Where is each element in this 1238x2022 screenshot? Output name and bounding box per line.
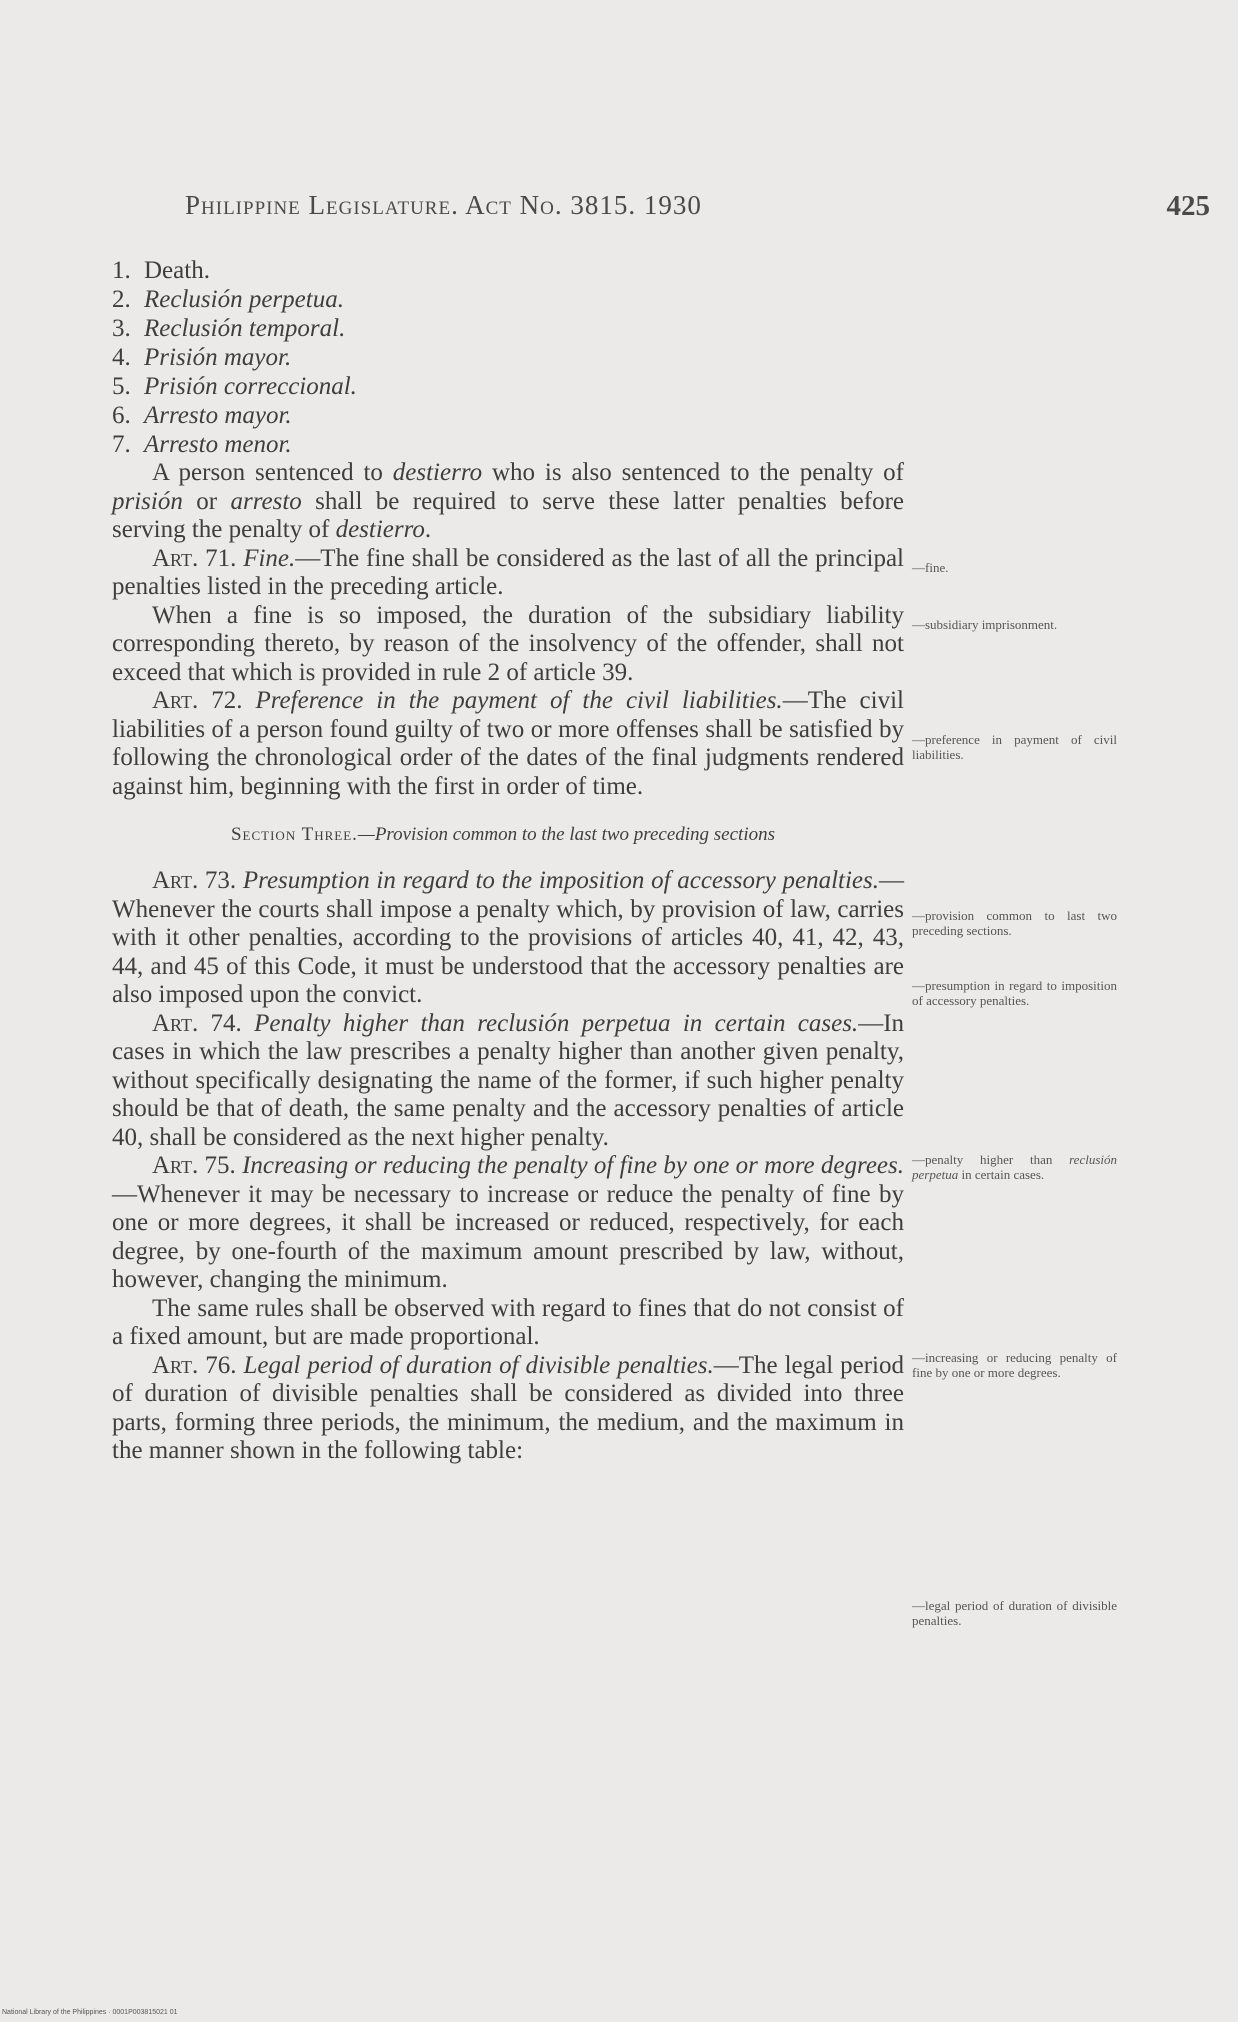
penalty-list [112, 256, 904, 459]
list-item: 2. Reclusión perpetua. [112, 286, 344, 313]
running-title: Philippine Legislature. Act No. 3815. 1930 [185, 190, 702, 220]
margin-note-penalty-higher: —penalty higher than reclusión perpetua in certain cases. [912, 1152, 1117, 1182]
destierro-paragraph: A person sentenced to destierro who is also sentenced to the penalty of prisión or arresto shall be required to serve these latter penalties before serving the penalty of destierro. [112, 459, 904, 543]
article-71: Art. 71. Fine.—The fine shall be considered as the last of all the principal penalties listed in the preceding article. [112, 544, 904, 600]
body-text [112, 256, 904, 1466]
margin-note-fine: —fine. [912, 560, 949, 575]
margin-note-provision-common: —provision common to last two preceding sections. [912, 908, 1117, 938]
article-75-paragraph-2: The same rules shall be observed with regard to fines that do not consist of a fixed amount, but are made proportional. [112, 1294, 904, 1350]
article-72: Art. 72. Preference in the payment of the civil liabilities.—The civil liabilities of a person found guilty of two or more offenses shall be satisfied by following the chronological order of the dates of the final judgments rendered against him, beginning with the first in order of time. [112, 687, 904, 800]
article-76: Art. 76. Legal period of duration of divisible penalties.—The legal period of duration of divisible penalties shall be considered as divided into three parts, forming three periods, the minimum, the medium, and the maximum in the manner shown in the following table: [112, 1351, 904, 1464]
article-75: Art. 75. Increasing or reducing the penalty of fine by one or more degrees.—Whenever it may be necessary to increase or reduce the penalty of fine by one or more degrees, it shall be increased or reduced, respectively, for each degree, by one-fourth of the maximum amount prescribed by law, without, however, changing the minimum. [112, 1152, 904, 1293]
article-71-paragraph-2: When a fine is so imposed, the duration of the subsidiary liability corresponding thereto, by reason of the insolvency of the offender, shall not exceed that which is provided in rule 2 of article 39. [112, 601, 904, 686]
margin-note-increasing-reducing: —increasing or reducing penalty of fine by one or more degrees. [912, 1350, 1117, 1380]
page-number: 425 [1166, 190, 1210, 222]
article-74: Art. 74. Penalty higher than reclusión perpetua in certain cases.—In cases in which the law prescribes a penalty higher than another given penalty, without specifically designating the name of the former, if such higher penalty should be that of death, the same penalty and the accessory penalties of article 40, shall be considered as the next higher penalty. [112, 1009, 905, 1151]
margin-note-preference: —preference in payment of civil liabilities. [912, 732, 1117, 762]
list-item: 3. Reclusión temporal. [112, 315, 346, 342]
margin-note-legal-period: —legal period of duration of divisible penalties. [912, 1598, 1117, 1628]
section-heading: Section Three.—Provision common to the last two preceding sections [230, 824, 775, 845]
list-item: 1. Death. [112, 257, 210, 284]
article-73: Art. 73. Presumption in regard to the imposition of accessory penalties.—Whenever the courts shall impose a penalty which, by provision of law, carries with it other penalties, according to the provisions of articles 40, 41, 42, 43, 44, and 45 of this Code, it must be understood that the accessory penalties are also imposed upon the convict. [112, 867, 904, 1008]
footer-stamp: National Library of the Philippines · 0001P003815021 01 [2, 2009, 178, 2016]
list-item: 4. Prisión mayor. [112, 344, 292, 371]
list-item: 6. Arresto mayor. [112, 402, 292, 429]
list-item: 7. Arresto menor. [112, 431, 292, 458]
margin-note-subsidiary-imprisonment: —subsidiary imprisonment. [912, 617, 1058, 632]
running-header [185, 190, 1210, 230]
list-item: 5. Prisión correccional. [112, 373, 357, 400]
margin-note-presumption: —presumption in regard to imposition of accessory penalties. [912, 978, 1117, 1008]
